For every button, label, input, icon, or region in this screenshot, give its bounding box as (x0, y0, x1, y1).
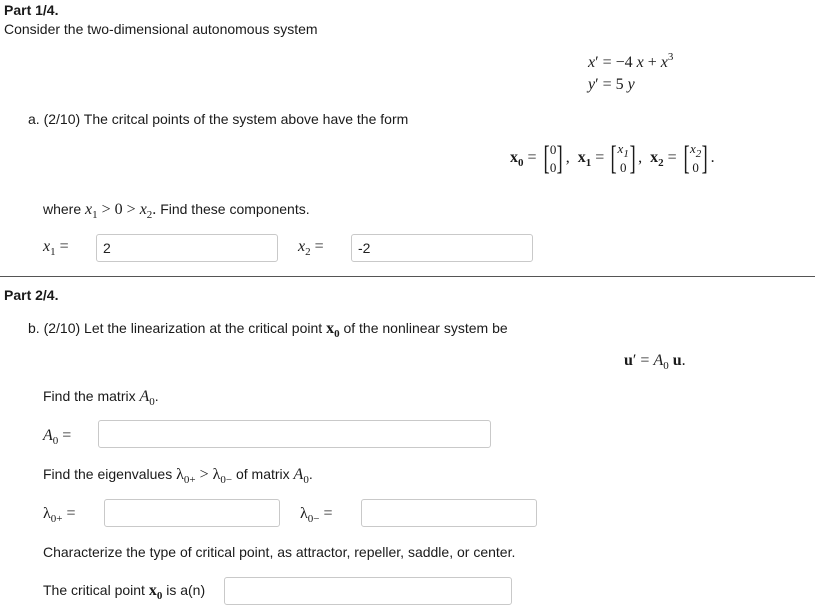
lambda-minus-label: $\lambda_{0-}$ = (300, 505, 333, 525)
equation-y: y′ = 5 y (588, 76, 635, 93)
x1-label: $x_1$ (577, 149, 592, 170)
x2-input[interactable] (351, 234, 533, 262)
part1-title: Part 1/4. (4, 2, 59, 18)
A0-input[interactable] (98, 420, 491, 448)
lambda-plus-label: $\lambda_{0+}$ = (43, 505, 76, 525)
where-text: where $x_1 > 0 > x_2$. Find these components. (43, 201, 310, 221)
x2-label: $x_2$ (650, 149, 664, 170)
x2-field-label: $x_2$ = (298, 238, 324, 258)
x0-label: $x_0$ (510, 149, 524, 170)
find-matrix-text: Find the matrix $A_0$. (43, 388, 159, 408)
critical-point-text: The critical point $x_0$ is a(n) (43, 582, 206, 602)
lambda-minus-input[interactable] (361, 499, 537, 527)
part1-intro: Consider the two-dimensional autonomous system (4, 21, 318, 37)
characterize-text: Characterize the type of critical point, as attractor, repeller, saddle, or center. (43, 544, 516, 560)
find-eigen-text: Find the eigenvalues $\lambda_{0+} > \lambda_{0-}$ of matrix $A_0$. (43, 466, 313, 486)
A0-label: $A_0$ = (43, 427, 72, 447)
question-a: a. (2/10) The critcal points of the system above have the form (28, 111, 409, 127)
equation-x: x′ = −4 $x + x^3$ (588, 51, 674, 71)
part2-title: Part 2/4. (4, 287, 59, 303)
lambda-plus-input[interactable] (104, 499, 280, 527)
x1-field-label: $x_1$ = (43, 238, 69, 258)
critical-points-display: $x_0$ = [ 0 0 ] , $x_1$ = [ $x_1$ 0 ] , $x_2$ = [ $x_2$ 0 ] . (510, 139, 715, 177)
section-divider (0, 276, 815, 277)
critical-point-input[interactable] (224, 577, 512, 605)
linearization-equation: $u' = A_0$ u. (624, 352, 686, 372)
question-b: b. (2/10) Let the linearization at the critical point $x_0$ of the nonlinear system be (28, 320, 508, 340)
x1-input[interactable] (96, 234, 278, 262)
